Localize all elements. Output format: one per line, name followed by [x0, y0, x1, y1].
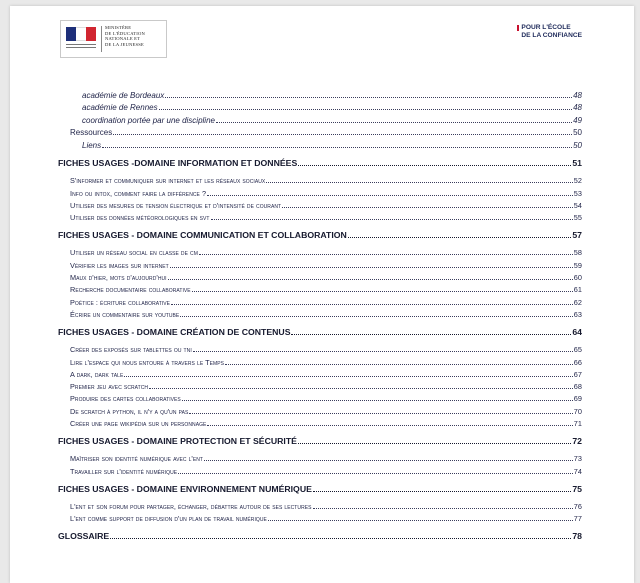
toc-entry-title: L'ent et son forum pour partager, échanger, débattre autour de ses lectures — [70, 501, 312, 511]
toc-entry[interactable] — [58, 354, 582, 366]
toc-entry-page: 73 — [573, 454, 582, 464]
toc-entry[interactable] — [58, 87, 582, 100]
toc-entry[interactable] — [58, 100, 582, 113]
toc-entry[interactable] — [58, 403, 582, 415]
toc-entry-page: 68 — [573, 382, 582, 392]
toc-leader — [291, 334, 571, 335]
toc-entry[interactable] — [58, 416, 582, 428]
toc-section-page: 78 — [572, 531, 582, 542]
toc-entry[interactable] — [58, 307, 582, 319]
toc-leader — [193, 351, 573, 352]
toc-entry-page: 66 — [573, 357, 582, 367]
marianne-flag-icon — [66, 27, 96, 41]
toc-leader — [268, 520, 573, 521]
toc-entry[interactable] — [58, 342, 582, 354]
toc-leader — [204, 460, 573, 461]
ministry-logo — [60, 20, 167, 58]
toc-entry[interactable] — [58, 173, 582, 185]
toc-entry-page: 71 — [573, 419, 582, 429]
toc-section[interactable] — [58, 528, 582, 541]
toc-entry-title: Maux d'hier, mots d'aujourd'hui — [70, 273, 167, 283]
toc-entry-title: Créer une page wikipédia sur un personnage — [70, 419, 207, 429]
toc-entry-title: Info ou intox, comment faire la différence ? — [70, 188, 207, 198]
toc-leader — [180, 316, 573, 317]
toc-entry-page: 53 — [573, 188, 582, 198]
toc-entry[interactable] — [58, 257, 582, 269]
toc-section[interactable] — [58, 155, 582, 168]
toc-entry[interactable] — [58, 210, 582, 222]
toc-leader — [171, 304, 573, 305]
toc-section-page: 64 — [572, 326, 582, 337]
table-of-contents — [58, 87, 582, 546]
toc-entry-page: 69 — [573, 394, 582, 404]
toc-leader — [199, 254, 573, 255]
toc-leader — [113, 134, 572, 135]
toc-entry-title: L'ent comme support de diffusion d'un plan de travail numérique — [70, 514, 267, 524]
toc-section[interactable] — [58, 481, 582, 494]
toc-leader — [348, 237, 572, 238]
toc-entry-title: Utiliser un réseau social en classe de cm — [70, 248, 198, 258]
toc-section-title: GLOSSAIRE — [58, 531, 110, 542]
toc-leader — [207, 195, 573, 196]
brand-mark-icon — [517, 25, 519, 31]
toc-section-title: FICHES USAGES - DOMAINE CRÉATION DE CONTENUS — [58, 326, 291, 337]
toc-entry-title: Créer des exposés sur tablettes ou tni — [70, 345, 192, 355]
document-page — [10, 6, 634, 583]
toc-leader — [149, 388, 573, 389]
toc-entry-title: académie de Bordeaux — [82, 90, 165, 100]
logo-divider — [101, 26, 102, 52]
toc-entry-title: A dark, dark tale — [70, 369, 124, 379]
toc-section-title: FICHES USAGES - DOMAINE ENVIRONNEMENT NUMÉRIQUE — [58, 483, 312, 494]
toc-entry-page: 70 — [573, 406, 582, 416]
toc-entry[interactable] — [58, 185, 582, 197]
toc-entry-title: Maîtriser son identité numérique avec l'ent — [70, 454, 204, 464]
toc-entry-page: 49 — [573, 115, 582, 125]
toc-leader — [313, 508, 573, 509]
toc-leader — [207, 425, 572, 426]
toc-leader — [170, 267, 573, 268]
toc-entry-page: 59 — [573, 260, 582, 270]
toc-entry-page: 61 — [573, 285, 582, 295]
toc-entry-page: 52 — [573, 176, 582, 186]
toc-entry-title: S'informer et communiquer sur internet et les réseaux sociaux — [70, 176, 266, 186]
toc-entry-page: 48 — [573, 90, 582, 100]
toc-entry[interactable] — [58, 270, 582, 282]
toc-entry-title: Premier jeu avec scratch — [70, 382, 149, 392]
toc-entry-title: académie de Rennes — [82, 103, 158, 113]
toc-leader — [159, 109, 572, 110]
toc-entry-title: Lire l'espace qui nous entoure à travers le Temps — [70, 357, 225, 367]
toc-entry[interactable] — [58, 463, 582, 475]
toc-section-title: FICHES USAGES - DOMAINE COMMUNICATION ET COLLABORATION — [58, 230, 347, 241]
toc-entry-title: De scratch à python, il n'y a qu'un pas — [70, 406, 189, 416]
toc-entry-page: 77 — [573, 514, 582, 524]
toc-leader — [189, 413, 572, 414]
toc-leader — [192, 291, 573, 292]
toc-section-page: 51 — [572, 157, 582, 168]
brand-line-2: DE LA CONFIANCE — [521, 32, 582, 39]
motto-icon — [66, 44, 96, 50]
toc-entry-title: Vérifier les images sur internet — [70, 260, 169, 270]
toc-leader — [168, 279, 573, 280]
toc-entry-page: 58 — [573, 248, 582, 258]
toc-section[interactable] — [58, 433, 582, 446]
toc-entry[interactable] — [58, 499, 582, 511]
toc-entry-page: 55 — [573, 213, 582, 223]
toc-entry-page: 48 — [573, 103, 582, 113]
ministry-name: MINISTÈRE DE L'ÉDUCATION NATIONALE ET DE LA JEUNESSE — [105, 25, 145, 47]
toc-entry-title: Ressources — [70, 128, 113, 138]
toc-section[interactable] — [58, 324, 582, 337]
toc-entry-page: 67 — [573, 369, 582, 379]
toc-entry-page: 65 — [573, 345, 582, 355]
toc-leader — [216, 122, 572, 123]
toc-leader — [102, 147, 572, 148]
toc-leader — [298, 443, 571, 444]
toc-entry[interactable] — [58, 112, 582, 125]
toc-section-page: 72 — [572, 436, 582, 447]
toc-entry[interactable] — [58, 282, 582, 294]
toc-entry[interactable] — [58, 125, 582, 138]
toc-leader — [298, 165, 571, 166]
toc-entry-title: Liens — [82, 140, 102, 150]
toc-leader — [182, 400, 573, 401]
toc-entry-title: Travailler sur l'identité numérique — [70, 466, 178, 476]
toc-leader — [282, 207, 573, 208]
toc-leader — [110, 538, 571, 539]
toc-entry-page: 63 — [573, 309, 582, 319]
toc-entry[interactable] — [58, 137, 582, 150]
toc-leader — [124, 376, 572, 377]
brand-line-1: POUR L'ÉCOLE — [521, 24, 571, 31]
toc-entry-page: 76 — [573, 501, 582, 511]
toc-entry-title: Utiliser des données météorologiques en svt — [70, 213, 210, 223]
brand-slogan — [517, 24, 582, 40]
toc-entry[interactable] — [58, 198, 582, 210]
toc-entry-page: 54 — [573, 200, 582, 210]
toc-leader — [266, 182, 573, 183]
toc-leader — [178, 473, 573, 474]
toc-leader — [225, 364, 573, 365]
toc-entry-title: Recherche documentaire collaborative — [70, 285, 191, 295]
toc-section-page: 57 — [572, 230, 582, 241]
toc-entry[interactable] — [58, 245, 582, 257]
toc-entry[interactable] — [58, 451, 582, 463]
toc-entry-title: coordination portée par une discipline — [82, 115, 215, 125]
toc-leader — [313, 491, 571, 492]
toc-entry-page: 50 — [573, 140, 582, 150]
toc-entry-title: Poétice : écriture collaborative — [70, 297, 171, 307]
toc-entry[interactable] — [58, 511, 582, 523]
toc-entry-page: 60 — [573, 273, 582, 283]
toc-entry-title: Écrire un commentaire sur youtube — [70, 309, 180, 319]
toc-entry[interactable] — [58, 367, 582, 379]
toc-entry[interactable] — [58, 379, 582, 391]
toc-section[interactable] — [58, 227, 582, 240]
toc-entry-page: 62 — [573, 297, 582, 307]
toc-entry[interactable] — [58, 294, 582, 306]
toc-entry-page: 50 — [573, 128, 582, 138]
toc-leader — [165, 97, 572, 98]
toc-section-title: FICHES USAGES -DOMAINE INFORMATION ET DONNÉES — [58, 157, 298, 168]
toc-section-title: FICHES USAGES - DOMAINE PROTECTION ET SÉCURITÉ — [58, 436, 297, 447]
toc-entry-title: Utiliser des mesures de tension électrique et d'intensité de courant — [70, 200, 282, 210]
toc-section-page: 75 — [572, 483, 582, 494]
toc-leader — [211, 219, 573, 220]
toc-entry[interactable] — [58, 391, 582, 403]
toc-entry-page: 74 — [573, 466, 582, 476]
toc-entry-title: Produire des cartes collaboratives — [70, 394, 181, 404]
